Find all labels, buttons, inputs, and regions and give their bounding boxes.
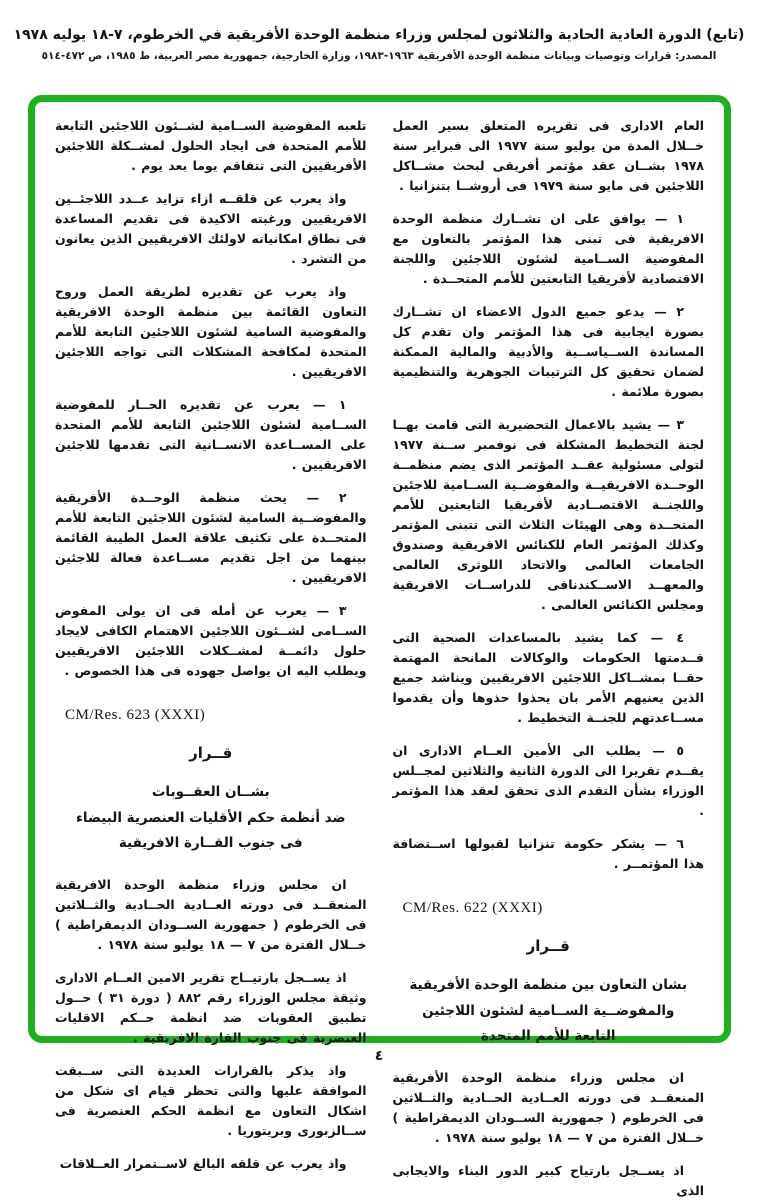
session-title: (تابع) الدورة العادية الحادية والثلاثون لمجلس وزراء منظمة الوحدة الأفريقية في الخرطوم، ٧-١٨ يوليه ١٩٧٨: [13, 27, 745, 43]
column-left: [55, 116, 367, 1171]
resolution-number: CM/Res. 623 (XXXI): [65, 707, 206, 723]
resolution-title: قــرار: [526, 937, 570, 955]
paragraph: واذ يعرب عن قلقــه ازاء تزايد عــدد اللاجئــين الافريقيين ورغبته الاكيدة فى تقديم المساعدة فى نطاق امكانياته لاولئك الافريقيين الذين يعانون من التشرد .: [55, 191, 367, 266]
paragraph: ٦ — يشكر حكومة تنزانيا لقبولها اســتضافة هذا المؤتمــر .: [392, 836, 704, 871]
paragraph: واذ يعرب عن تقديره لطريقة العمل وروح التعاون القائمة بين منظمة الوحدة الافريقية والمفوضية السامية لشئون اللاجئين التابعة للأمم المتحدة لمكافحة المشكلات التى تواجه اللاجئين الافريقيين .: [55, 284, 367, 379]
paragraph: ان مجلس وزراء منظمة الوحدة الأفريقية المنعقــد فى دورته العــادية الحــادية والثــلاثين فى الخرطوم ( جمهورية الســودان الديمقراطية ) خــلال الفترة من ٧ — ١٨ يوليو سنة ١٩٧٨ .: [392, 1069, 704, 1145]
resolution-title: قــرار: [189, 744, 233, 762]
paragraph: ١ — يوافق على ان تشــارك منظمة الوحدة الافريقية فى تبنى هذا المؤتمر بالتعاون مع المفوضية الســامية لشئون اللاجئين واللجنة الاقتصادية لأفريقيا التابعتين للأمم المتحــدة .: [392, 211, 704, 286]
resolution-number: CM/Res. 622 (XXXI): [402, 900, 543, 916]
resolution-subtitle-line: بشــان العقــوبات: [151, 784, 270, 800]
resolution-subtitle-line: التابعة للأمم المتحدة: [480, 1028, 616, 1045]
resolution-subtitle-line: ضد أنظمة حكم الأقليات العنصرية البيضاء: [75, 809, 346, 826]
paragraph: واذ يذكر بالقرارات العديدة التى ســبقت الموافقة عليها والتى تحظر قيام اى شكل من اشكال التعاون مع انظمة الحكم العنصرية فى ســالزبورى وبريتوريا .: [55, 1062, 367, 1138]
paragraph: ان مجلس وزراء منظمة الوحدة الافريقية المنعقــد فى دورته العــادية الحــادية والثــلاثين فى الخرطوم ( جمهورية الســودان الديمقراطية ) خــلال الفترة من ٧ — ١٨ يوليو سنة ١٩٧٨ .: [55, 876, 367, 952]
page-number: ٤: [374, 1048, 384, 1064]
resolution-subtitle: [55, 780, 367, 857]
paragraph: واذ يعرب عن قلقه البالغ لاســتمرار العــلاقات: [59, 1155, 347, 1171]
resolution-subtitle-line: بشان التعاون بين منظمة الوحدة الأفريقية: [409, 977, 688, 993]
resolution-subtitle-line: والمفوضــية الســامية لشئون اللاجئين: [422, 1002, 675, 1019]
paragraph: تلعبه المفوضية الســامية لشــئون اللاجئين التابعة للأمم المتحدة فى ايجاد الحلول لمشــكلة اللاجئين الأفريقيين التى تتفاقم يوما بعد يوم .: [55, 118, 367, 173]
paragraph: العام الادارى فى تقريره المتعلق بسير العمل خــلال المدة من يوليو سنة ١٩٧٧ الى فبراير سنة ١٩٧٨ بشــان عقد مؤتمر أفريقى لبحث مشــاكل اللاجئين فى مايو سنة ١٩٧٩ فى أروشــا بتنزانيا .: [392, 118, 704, 193]
green-border-frame: [28, 95, 731, 1198]
paragraph: ٥ — يطلب الى الأمين العــام الادارى ان يقــدم تقريرا الى الدورة الثانية والثلاثين لمجــلس الوزراء بشأن التقدم الذى تحقق لعقد هذا المؤتمر .: [392, 743, 704, 818]
paragraph: ٤ — كما يشيد بالمساعدات الصحية التى قــدمتها الحكومات والوكالات المانحة المهتمة حقــا بمشــاكل اللاجئين الافريقيين ويناشد جميع الذين يعنيهم الأمر بان يحذوا حذوها وأن يقدموا مســاعدتهم للجنــة التخطيط .: [392, 630, 704, 725]
resolution-subtitle-line: فى جنوب القــارة الافريقية: [118, 835, 303, 852]
text-columns: [35, 102, 724, 1198]
paragraph: ٣ — يعرب عن أمله فى ان يولى المفوض الســامى لشــئون اللاجئين الاهتمام الكافى لايجاد حلول دائمــة لمشــكلات اللاجئين الافريقيين ويطلب اليه ان يواصل جهوده فى هذا الخصوص .: [55, 603, 367, 678]
source-citation: المصدر: قرارات وتوصيات وبيانات منظمة الوحدة الأفريقية ١٩٦٣-١٩٨٣، وزارة الخارجية، جمهورية مصر العربية، ط ١٩٨٥، ص ٤٧٢-٥١٤: [41, 50, 717, 63]
page-header: [0, 26, 758, 62]
paragraph: اذ يســجل بارتياح كبير الدور البناء والايجابى الذى: [392, 1162, 704, 1198]
paragraph: اذ يســجل بارتيــاح تقرير الامين العــام الادارى وثيقة مجلس الوزراء رقم ٨٨٢ ( دورة ٣١ ) حــول تطبيق العقوبات ضد انظمة حــكم الاقليات العنصرية فى جنوب القارة الافريقية .: [55, 969, 367, 1045]
paragraph: ١ — يعرب عن تقديره الحــار للمفوضية الســامية لشئون اللاجئين التابعة للأمم المتحدة على المســاعدة الانســانية التى تقدمها للاجئين الافريقيين .: [55, 397, 367, 472]
column-right: [392, 116, 705, 1198]
resolution-subtitle: [393, 973, 705, 1050]
paragraph: ٣ — يشيد بالاعمال التحضيرية التى قامت بهــا لجنة التخطيط المشكلة فى نوفمبر ســنة ١٩٧٧ لتولى مسئولية عقــد المؤتمر الذى يضم منظمــة الوحــدة الافريقيــة والمفوضــية الســامية للاجئين واللجنــة الاقتصــادية لأفريقيا التابعتين للأمم المتحــدة وهى الهيئات الثلاث التى تتبنى المؤتمر وكذلك المؤتمر العام للكنائس الافريقية وصندوق الجامعات العالمى والاتحاد اللوثرى العالمى والمعهــد الاســكندنافى للدراســات الافريقية ومجلس الكنائس العالمى .: [392, 417, 704, 612]
paragraph: ٢ — يدعو جميع الدول الاعضاء ان تشــارك بصورة ايجابية فى هذا المؤتمر وان تقدم كل المساندة الســياســية والأدبية والمالية الممكنة لضمان تحقيق كل الترتيبات الجوهرية والتنظيمية بصورة ملائمة .: [392, 304, 704, 399]
paragraph: ٢ — يحث منظمة الوحــدة الأفريقية والمفوضــية السامية لشئون اللاجئين التابعة للأمم المتحــدة على تكثيف علاقة العمل الطيبة القائمة بينهما من اجل تقديم مســاعدة فعالة للاجئين الافريقيين .: [55, 490, 367, 585]
